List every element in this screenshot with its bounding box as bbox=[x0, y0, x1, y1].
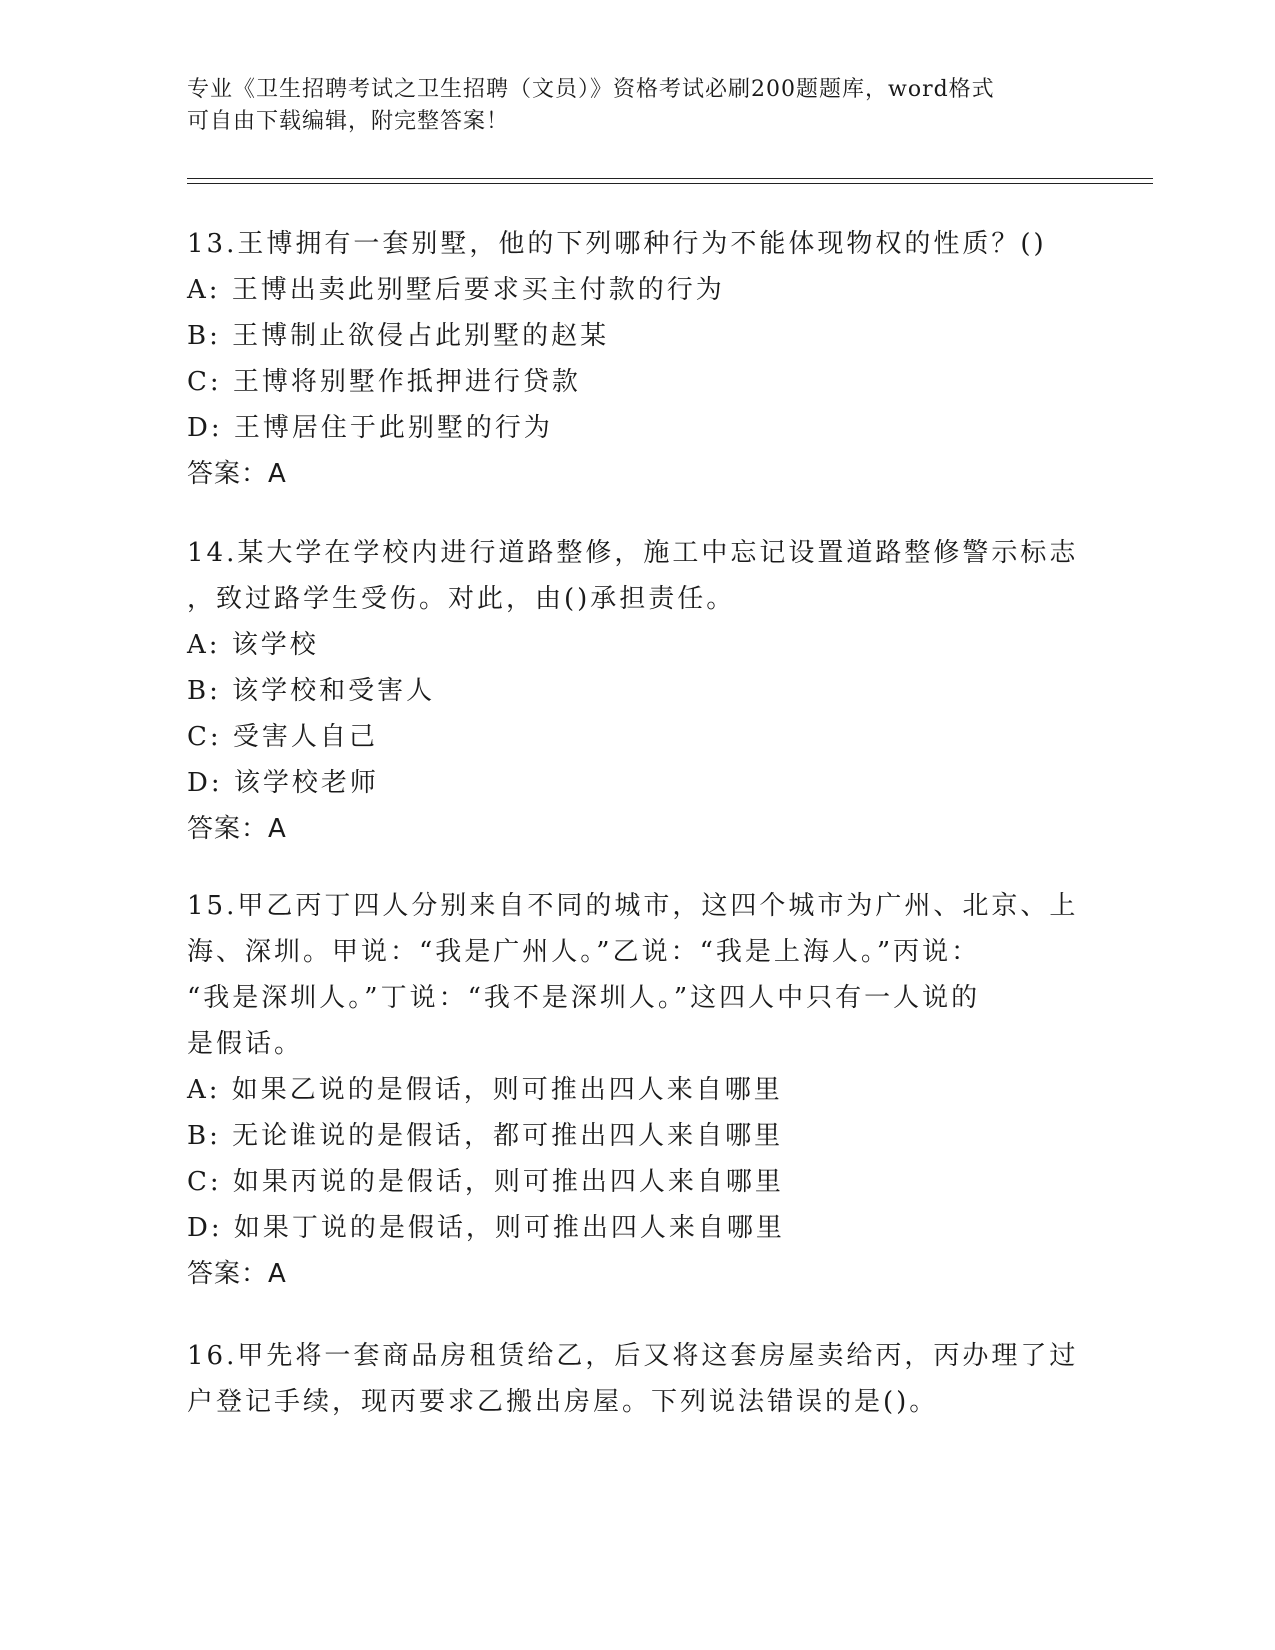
question-stem-line: 户登记手续，现丙要求乙搬出房屋。下列说法错误的是()。 bbox=[187, 1387, 939, 1417]
option-b: B: 王博制止欲侵占此别墅的赵某 bbox=[187, 321, 610, 351]
question-stem-line: 14.某大学在学校内进行道路整修，施工中忘记设置道路整修警示标志 bbox=[187, 538, 1079, 568]
question-stem-line: 13.王博拥有一套别墅，他的下列哪种行为不能体现物权的性质？() bbox=[187, 229, 1047, 259]
question-stem-line: 16.甲先将一套商品房租赁给乙，后又将这套房屋卖给丙，丙办理了过 bbox=[187, 1341, 1079, 1371]
option-c: C: 受害人自己 bbox=[187, 722, 378, 752]
option-d: D: 如果丁说的是假话，则可推出四人来自哪里 bbox=[187, 1213, 785, 1243]
option-c: C: 如果丙说的是假话，则可推出四人来自哪里 bbox=[187, 1167, 784, 1197]
option-d: D: 该学校老师 bbox=[187, 768, 379, 798]
option-b: B: 无论谁说的是假话，都可推出四人来自哪里 bbox=[187, 1121, 784, 1151]
option-b: B: 该学校和受害人 bbox=[187, 676, 436, 706]
header-divider-top bbox=[187, 178, 1153, 179]
question-15 bbox=[187, 883, 1087, 1297]
question-stem-line: 是假话。 bbox=[187, 1029, 304, 1059]
question-stem-line: ，致过路学生受伤。对此，由()承担责任。 bbox=[187, 584, 736, 614]
header-divider-bottom bbox=[187, 183, 1153, 184]
option-c: C: 王博将别墅作抵押进行贷款 bbox=[187, 367, 581, 397]
question-14 bbox=[187, 530, 1087, 852]
option-a: A: 该学校 bbox=[187, 630, 319, 660]
answer: 答案：A bbox=[187, 1259, 287, 1289]
answer: 答案：A bbox=[187, 459, 287, 489]
option-d: D: 王博居住于此别墅的行为 bbox=[187, 413, 553, 443]
header-line-2: 可自由下载编辑，附完整答案！ bbox=[187, 109, 510, 134]
question-16 bbox=[187, 1333, 1087, 1425]
answer: 答案：A bbox=[187, 814, 287, 844]
header-line-1: 专业《卫生招聘考试之卫生招聘（文员）》资格考试必刷200题题库，word格式 bbox=[187, 77, 995, 102]
question-stem-line: “我是深圳人。”丁说：“我不是深圳人。”这四人中只有一人说的 bbox=[187, 983, 981, 1013]
question-stem-line: 15.甲乙丙丁四人分别来自不同的城市，这四个城市为广州、北京、上 bbox=[187, 891, 1079, 921]
document-header bbox=[187, 74, 1067, 138]
option-a: A: 如果乙说的是假话，则可推出四人来自哪里 bbox=[187, 1075, 783, 1105]
question-13 bbox=[187, 221, 1087, 497]
question-stem-line: 海、深圳。甲说：“我是广州人。”乙说：“我是上海人。”丙说： bbox=[187, 937, 981, 967]
option-a: A: 王博出卖此别墅后要求买主付款的行为 bbox=[187, 275, 725, 305]
